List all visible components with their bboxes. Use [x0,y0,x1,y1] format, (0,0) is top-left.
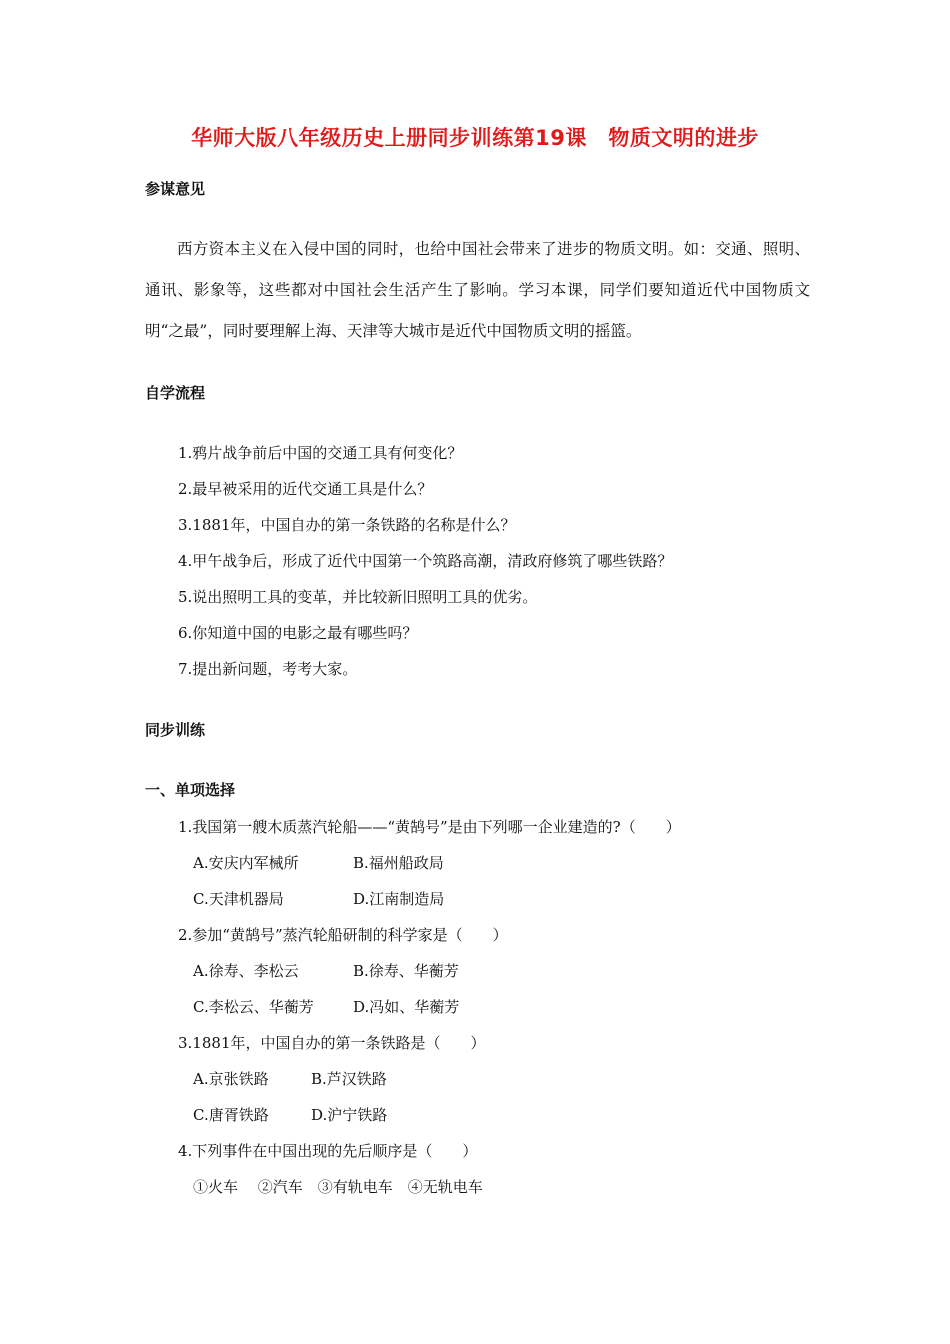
choice-subheading: 一、单项选择 [145,781,236,799]
option-d: D.冯如、华蘅芳 [353,998,460,1016]
option-b: B.芦汉铁路 [311,1070,387,1088]
process-item: 5.说出照明工具的变革，并比较新旧照明工具的优劣。 [178,588,538,606]
advice-paragraph: 西方资本主义在入侵中国的同时，也给中国社会带来了进步的物质文明。如：交通、照明、通讯、影象等，这些都对中国社会生活产生了影响。学习本课，同学们要知道近代中国物质文明“之最”，同时要理解上海、天津等大城市是近代中国物质文明的摇篮。 [145,240,810,340]
process-heading: 自学流程 [145,384,206,402]
question-stem: 2.参加“黄鹄号”蒸汽轮船研制的科学家是（ ） [178,926,508,944]
option-d: D.江南制造局 [353,890,445,908]
advice-heading: 参谋意见 [145,180,206,198]
option-row [193,960,459,981]
process-item: 1.鸦片战争前后中国的交通工具有何变化？ [178,444,463,462]
process-item: 7.提出新问题，考考大家。 [178,660,358,678]
option-d: D.沪宁铁路 [311,1106,388,1124]
page-title: 华师大版八年级历史上册同步训练第19课 物质文明的进步 [191,126,759,150]
option-b: B.徐寿、华蘅芳 [353,962,459,980]
option-row [193,1068,387,1089]
question-stem: 4.下列事件在中国出现的先后顺序是（ ） [178,1142,478,1160]
process-item: 2.最早被采用的近代交通工具是什么？ [178,480,433,498]
option-a: A.徐寿、李松云 [193,962,299,980]
question-stem: 1.我国第一艘木质蒸汽轮船——“黄鹄号”是由下列哪一企业建造的?（ ） [178,818,681,836]
process-item: 6.你知道中国的电影之最有哪些吗？ [178,624,418,642]
option-row: ①火车 ②汽车 ③有轨电车 ④无轨电车 [193,1178,483,1196]
option-c: C.天津机器局 [193,890,284,908]
option-row [193,1104,388,1125]
training-heading: 同步训练 [145,721,206,739]
option-row [193,996,460,1017]
option-c: C.李松云、华蘅芳 [193,998,314,1016]
option-a: A.京张铁路 [193,1070,269,1088]
process-item: 3.1881年，中国自办的第一条铁路的名称是什么？ [178,516,516,534]
option-b: B.福州船政局 [353,854,444,872]
question-stem: 3.1881年，中国自办的第一条铁路是（ ） [178,1034,486,1052]
option-a: A.安庆内军械所 [193,854,299,872]
option-c: C.唐胥铁路 [193,1106,269,1124]
option-row [193,888,445,909]
option-row [193,852,444,873]
process-item: 4.甲午战争后，形成了近代中国第一个筑路高潮，清政府修筑了哪些铁路？ [178,552,673,570]
